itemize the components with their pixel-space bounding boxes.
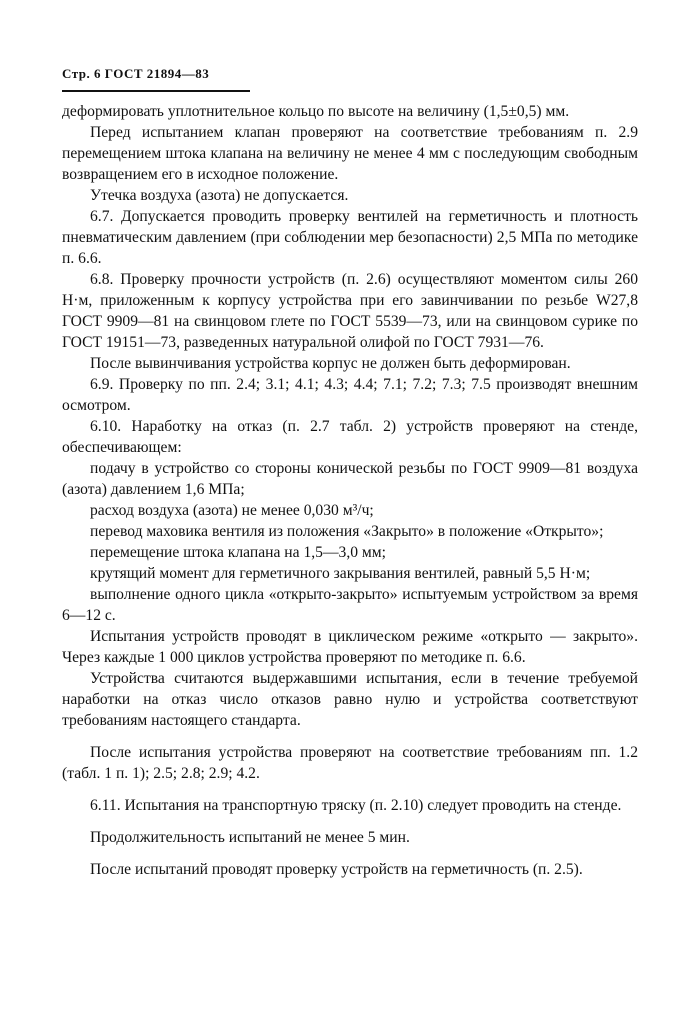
- paragraph: После испытания устройства проверяют на соответствие требованиям пп. 1.2 (табл. 1 п. 1); 2.5; 2.8; 2.9; 4.2.: [62, 744, 638, 782]
- paragraph: деформировать уплотнительное кольцо по высоте на величину (1,5±0,5) мм.: [62, 103, 570, 120]
- list-item: выполнение одного цикла «открыто-закрыто» испытуемым устройством за время 6—12 с.: [62, 586, 638, 624]
- paragraph: Утечка воздуха (азота) не допускается.: [90, 187, 349, 204]
- page-body: [62, 101, 638, 880]
- paragraph: Продолжительность испытаний не менее 5 мин.: [90, 829, 410, 846]
- paragraph: 6.8. Проверку прочности устройств (п. 2.6) осуществляют моментом силы 260 Н·м, приложенным к корпусу устройства при его завинчивании по резьбе W27,8 ГОСТ 9909—81 на свинцовом глете по ГОСТ 5539—73, или на свинцовом сурике по ГОСТ 19151—73, разведенных натуральной олифой по ГОСТ 7931—76.: [62, 271, 638, 351]
- list-item: подачу в устройство со стороны конической резьбы по ГОСТ 9909—81 воздуха (азота) давлением 1,6 МПа;: [62, 460, 638, 498]
- list-item: перевод маховика вентиля из положения «Закрыто» в положение «Открыто»;: [90, 523, 604, 540]
- list-item: перемещение штока клапана на 1,5—3,0 мм;: [90, 544, 386, 561]
- header-rule: [62, 90, 250, 92]
- paragraph: 6.7. Допускается проводить проверку вентилей на герметичность и плотность пневматическим давлением (при соблюдении мер безопасности) 2,5 МПа по методике п. 6.6.: [62, 208, 638, 267]
- paragraph: 6.10. Наработку на отказ (п. 2.7 табл. 2) устройств проверяют на стенде, обеспечивающем:: [62, 418, 638, 456]
- paragraph: 6.9. Проверку по пп. 2.4; 3.1; 4.1; 4.3; 4.4; 7.1; 7.2; 7.3; 7.5 производят внешним осмотром.: [62, 376, 638, 414]
- paragraph: Испытания устройств проводят в циклическом режиме «открыто — закрыто». Через каждые 1 000 циклов устройства проверяют по методике п. 6.6.: [62, 628, 638, 666]
- paragraph: Устройства считаются выдержавшими испытания, если в течение требуемой наработки на отказ число отказов равно нулю и устройства соответствуют требованиям настоящего стандарта.: [62, 670, 638, 729]
- paragraph: После испытаний проводят проверку устройств на герметичность (п. 2.5).: [90, 861, 583, 878]
- list-item: крутящий момент для герметичного закрывания вентилей, равный 5,5 Н·м;: [90, 565, 591, 582]
- list-item: расход воздуха (азота) не менее 0,030 м³/ч;: [90, 502, 374, 519]
- paragraph: После вывинчивания устройства корпус не должен быть деформирован.: [90, 355, 571, 372]
- paragraph: 6.11. Испытания на транспортную тряску (п. 2.10) следует проводить на стенде.: [90, 797, 622, 814]
- page-header: Стр. 6 ГОСТ 21894—83: [62, 66, 210, 81]
- paragraph: Перед испытанием клапан проверяют на соответствие требованиям п. 2.9 перемещением штока клапана на величину не менее 4 мм с последующим свободным возвращением его в исходное положение.: [62, 124, 638, 183]
